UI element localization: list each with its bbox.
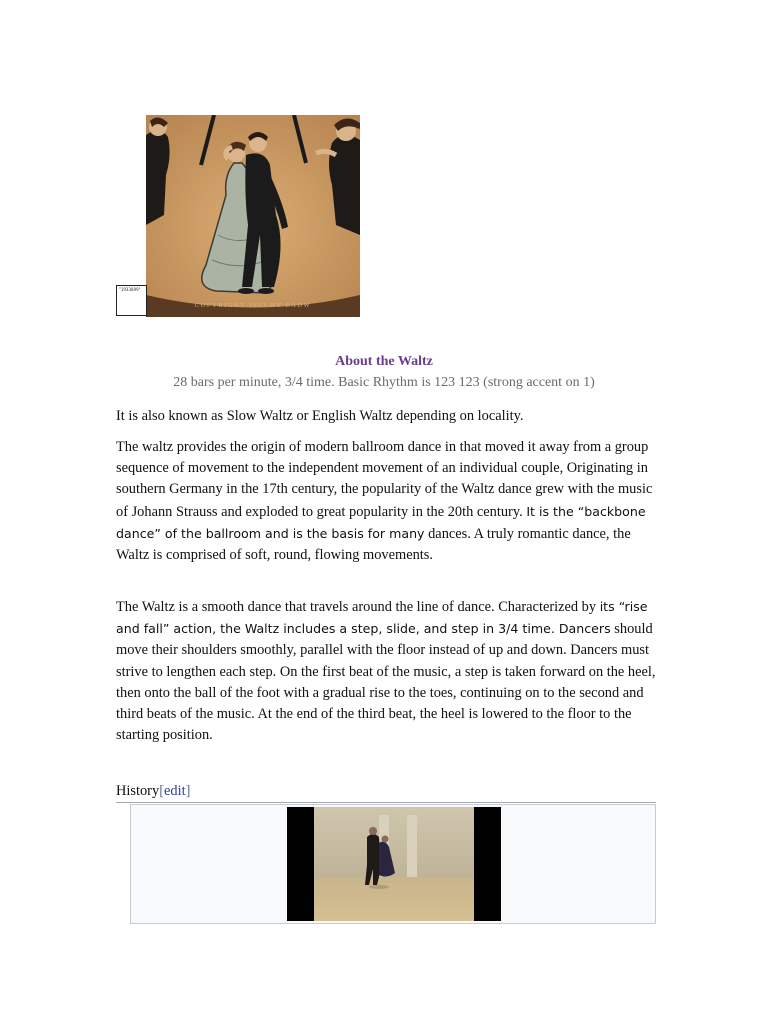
video-still-image	[287, 807, 501, 921]
paragraph-intro: It is also known as Slow Waltz or English Waltz depending on locality.	[116, 408, 524, 424]
edit-bracket-open: [	[159, 783, 164, 799]
video-thumbnail-frame	[130, 804, 656, 924]
paragraph-origin-text: The waltz provides the origin of modern ballroom dance in that moved it away from a group sequence of movement to the independent movement of an individual couple, Originating in southern Germany in the 17th century, the popularity of the Waltz dance grew with the music of Johann Strauss and exploded to great popularity in the 20th century.	[116, 439, 653, 520]
waltz-illustration	[146, 115, 360, 317]
waltz-video-thumbnail[interactable]	[287, 807, 501, 921]
section-title: About the Waltz	[335, 354, 433, 369]
paragraph-origin	[116, 437, 656, 566]
section-subtitle: 28 bars per minute, 3/4 time. Basic Rhythm is 123 123 (strong accent on 1)	[173, 375, 595, 390]
paragraph-technique-sans-text: its “rise and fall” action, the Waltz includes a step, slide, and step in 3/4 time. Dancers	[116, 599, 648, 637]
paragraph-technique-text: The Waltz is a smooth dance that travels around the line of dance. Characterized by	[116, 599, 600, 615]
paragraph-origin-sans-text: It is the “backbone dance” of the ballroom and is the basis for many	[116, 503, 646, 541]
broken-image-alt-text: "1933899"	[119, 287, 141, 292]
edit-link[interactable]: edit	[163, 783, 186, 799]
edit-bracket-close: ]	[185, 783, 191, 799]
waltz-dancers-drawing	[146, 115, 360, 317]
paragraph-origin-tail: dances. A truly romantic dance, the Waltz is comprised of soft, round, flowing movements.	[116, 525, 631, 564]
history-heading-label: History	[116, 783, 160, 799]
illustration-caption: COPYRIGHT 1893 BY EADW	[194, 302, 312, 309]
history-heading	[116, 781, 656, 803]
paragraph-technique	[116, 596, 656, 746]
broken-image-placeholder	[116, 285, 147, 316]
paragraph-technique-tail: should move their shoulders smoothly, parallel with the floor instead of up and down. Dancers must strive to lengthen each step. On the first beat of the music, a step is taken forward on the heel, then onto the ball of the foot with a gradual rise to the toes, continuing on to the second and third beats of the music. At the end of the third beat, the heel is lowered to the floor to the starting position.	[116, 621, 656, 744]
